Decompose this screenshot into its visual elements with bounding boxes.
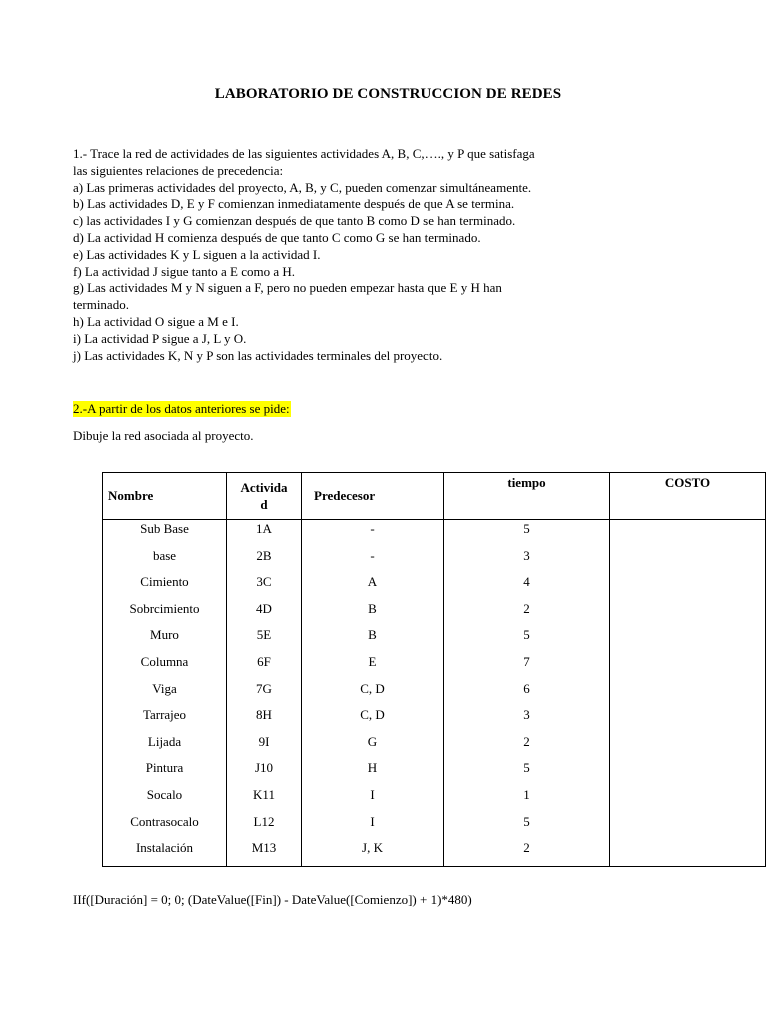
cell-nombre: Viga [152, 680, 177, 696]
cell-nombre: Pintura [145, 760, 184, 776]
cell-predecesor: E [368, 653, 377, 669]
cell-actividad: 5E [256, 627, 272, 643]
cell-nombre: Socalo [146, 786, 183, 802]
cell-tiempo: 2 [523, 733, 530, 749]
cell-actividad: L12 [253, 813, 275, 829]
exercise-1-line: a) Las primeras actividades del proyecto, A, B, y C, pueden comenzar simultáneamente. [73, 179, 532, 195]
cell-tiempo: 7 [523, 653, 530, 669]
exercise-1-line: i) La actividad P sigue a J, L y O. [73, 330, 247, 346]
cell-nombre: base [152, 547, 177, 563]
header-actividad-line1: Activida [240, 480, 288, 495]
cell-predecesor: H [367, 760, 378, 776]
cell-nombre: Sub Base [140, 521, 189, 536]
cell-actividad: 1A [256, 521, 272, 536]
cell-nombre: Columna [140, 653, 189, 669]
cell-actividad: 7G [256, 680, 272, 696]
cell-actividad: 9I [258, 733, 270, 749]
cell-predecesor: C, D [360, 680, 385, 696]
header-nombre: Nombre [103, 473, 227, 520]
cell-nombre: Muro [150, 627, 179, 643]
column-actividad [227, 520, 302, 867]
header-actividad [227, 473, 302, 520]
cell-tiempo: 5 [523, 521, 530, 536]
exercise-1-line: terminado. [73, 297, 129, 313]
cell-tiempo: 1 [523, 786, 530, 802]
exercise-1-line: g) Las actividades M y N siguen a F, pero no pueden empezar hasta que E y H han [73, 280, 502, 296]
cell-predecesor: - [370, 547, 375, 563]
cell-tiempo: 6 [523, 680, 530, 696]
cell-actividad: 4D [256, 600, 272, 616]
exercise-2-heading [73, 400, 291, 417]
exercise-1-line: d) La actividad H comienza después de que tanto C como G se han terminado. [73, 229, 481, 245]
exercise-1-line: j) Las actividades K, N y P son las actividades terminales del proyecto. [73, 347, 443, 363]
highlighted-heading-text: 2.-A partir de los datos anteriores se pide: [73, 401, 290, 416]
exercise-1-line: b) Las actividades D, E y F comienzan inmediatamente después de que A se termina. [73, 196, 515, 212]
cell-predecesor: G [367, 733, 378, 749]
cell-predecesor: B [368, 600, 377, 616]
exercise-1-line: c) las actividades I y G comienzan después de que tanto B como D se han terminado. [73, 213, 516, 229]
cell-nombre: Tarrajeo [142, 707, 187, 723]
cell-actividad: M13 [251, 840, 277, 856]
cell-tiempo: 5 [523, 813, 530, 829]
cell-nombre: Instalación [135, 840, 194, 856]
header-tiempo: tiempo [444, 473, 610, 520]
cell-tiempo: 3 [523, 707, 530, 723]
cell-nombre: Sobrcimiento [129, 600, 200, 616]
cell-nombre: Lijada [147, 733, 182, 749]
cell-actividad: J10 [254, 760, 274, 776]
cell-predecesor: A [367, 574, 378, 590]
cell-tiempo: 2 [523, 840, 530, 856]
cell-predecesor: - [370, 521, 375, 536]
cell-predecesor: I [370, 786, 375, 802]
column-predecesor [302, 520, 444, 867]
cell-predecesor: I [370, 813, 375, 829]
cell-actividad: 8H [256, 707, 272, 723]
cell-tiempo: 3 [523, 547, 530, 563]
cell-actividad: 3C [256, 574, 272, 590]
cell-actividad: 6F [257, 653, 271, 669]
header-costo: COSTO [610, 473, 766, 520]
column-tiempo [444, 520, 610, 867]
exercise-1-line: las siguientes relaciones de precedencia: [73, 162, 284, 178]
cell-tiempo: 5 [523, 760, 530, 776]
cell-predecesor: C, D [360, 707, 385, 723]
header-predecesor: Predecesor [302, 473, 444, 520]
exercise-1-text [73, 146, 673, 364]
document-title: LABORATORIO DE CONSTRUCCION DE REDES [214, 86, 562, 102]
cell-tiempo: 5 [523, 627, 530, 643]
cell-predecesor: B [368, 627, 377, 643]
activities-table [102, 472, 766, 867]
formula-text: IIf([Duración] = 0; 0; (DateValue([Fin]) - DateValue([Comienzo]) + 1)*480) [73, 892, 472, 907]
cell-nombre: Cimiento [140, 574, 189, 590]
cell-actividad: K11 [253, 786, 275, 802]
table-body-row [103, 520, 766, 867]
column-costo [610, 520, 766, 867]
cell-actividad: 2B [256, 547, 272, 563]
cell-nombre: Contrasocalo [130, 813, 199, 829]
exercise-1-line: f) La actividad J sigue tanto a E como a H. [73, 263, 296, 279]
table-header-row [103, 473, 766, 520]
cell-predecesor: J, K [362, 840, 383, 856]
exercise-2-instruction: Dibuje la red asociada al proyecto. [73, 428, 254, 443]
header-actividad-line2: d [260, 497, 268, 512]
cell-costo [610, 520, 765, 547]
exercise-1-line: e) Las actividades K y L siguen a la actividad I. [73, 246, 321, 262]
cell-tiempo: 4 [523, 574, 530, 590]
column-nombre [103, 520, 227, 867]
exercise-1-line: h) La actividad O sigue a M e I. [73, 313, 239, 329]
exercise-1-line: 1.- Trace la red de actividades de las siguientes actividades A, B, C,…., y P que satisfaga [73, 146, 535, 161]
cell-tiempo: 2 [523, 600, 530, 616]
